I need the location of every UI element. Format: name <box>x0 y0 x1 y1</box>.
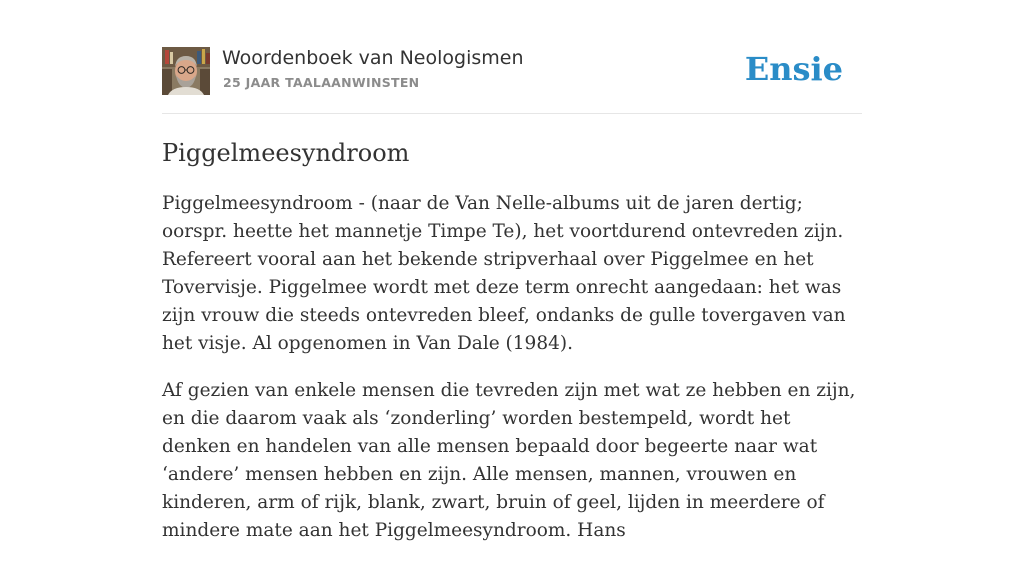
article-paragraph: Piggelmeesyndroom - (naar de Van Nelle-albums uit de jaren dertig; oorspr. heette het mannetje Timpe Te), het voortdurend ontevreden zijn. Refereert vooral aan het bekende stripverhaal over Piggelmee en het Tovervisje. Piggelmee wordt met deze term onrecht aangedaan: het was zijn vrouw die steeds ontevreden bleef, ondanks de gulle tovergaven van het visje. Al opgenomen in Van Dale (1984). <box>162 193 846 354</box>
page-title: Piggelmeesyndroom <box>162 139 410 167</box>
brand-logo[interactable]: Ensie <box>744 50 843 88</box>
avatar-image <box>162 47 210 95</box>
author-name[interactable]: Woordenboek van Neologismen <box>222 47 524 69</box>
article-body <box>162 190 862 564</box>
author-subtitle: 25 JAAR TAALAANWINSTEN <box>223 75 420 90</box>
author-avatar[interactable] <box>162 47 210 95</box>
header <box>162 47 862 114</box>
article-paragraph: Af gezien van enkele mensen die tevreden zijn met wat ze hebben en zijn, en die daarom vaak als ‘zonderling’ worden bestempeld, wordt het denken en handelen van alle mensen bepaald door begeerte naar wat ‘andere’ mensen hebben en zijn. Alle mensen, mannen, vrouwen en kinderen, arm of rijk, blank, zwart, bruin of geel, lijden in meerdere of mindere mate aan het Piggelmeesyndroom. Hans <box>162 380 856 541</box>
